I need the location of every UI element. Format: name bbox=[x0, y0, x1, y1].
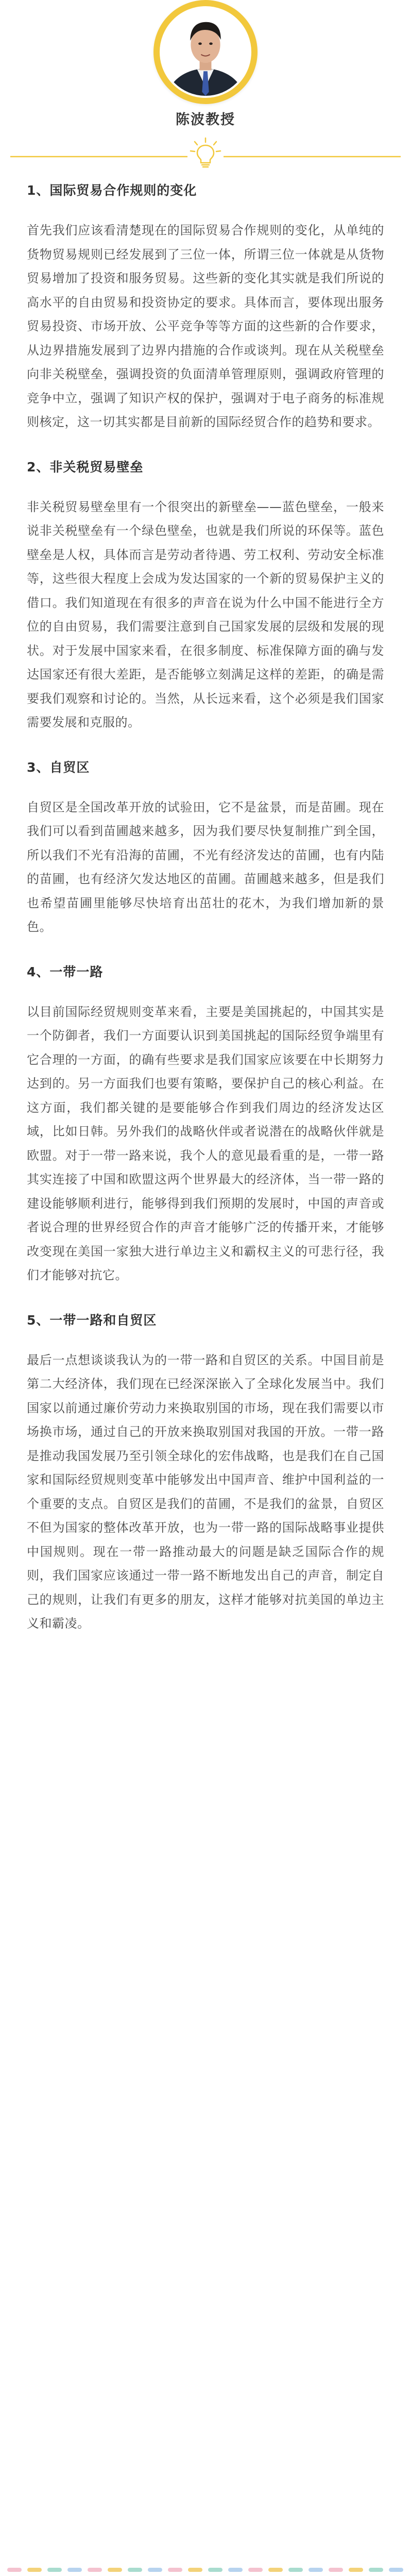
author-name: 陈波教授 bbox=[176, 112, 235, 128]
footer-dash bbox=[208, 2568, 222, 2572]
footer-dash bbox=[389, 2568, 403, 2572]
footer-dash bbox=[309, 2568, 323, 2572]
footer-dash bbox=[268, 2568, 283, 2572]
footer-dash bbox=[47, 2568, 62, 2572]
footer-dash bbox=[27, 2568, 42, 2572]
footer-dash bbox=[88, 2568, 102, 2572]
avatar bbox=[153, 0, 258, 104]
footer-dash bbox=[7, 2568, 22, 2572]
section-heading: 2、非关税贸易壁垒 bbox=[27, 459, 144, 474]
section-paragraph: 首先我们应该看清楚现在的国际贸易合作规则的变化，从单纯的货物贸易规则已经发展到了三位一体，所谓三位一体就是从货物贸易增加了投资和服务贸易。这些新的变化其实就是我们所说的高水平的自由贸易和投资协定的要求。具体而言，要体现出服务贸易投资、市场开放、公平竞争等等方面的这些新的合作要求，从边界措施发展到了边界内措施的合作或谈判。现在从关税壁垒向非关税壁垒，强调投资的负面清单管理原则，强调政府管理的竞争中立，强调了知识产权的保护，强调对于电子商务的标准规则核定，这一切其实都是目前新的国际经贸合作的趋势和要求。 bbox=[27, 223, 384, 429]
lightbulb-icon bbox=[191, 138, 220, 167]
section-paragraph: 以目前国际经贸规则变革来看，主要是美国挑起的，中国其实是一个防御者，我们一方面要认识到美国挑起的国际经贸争端里有它合理的一方面，的确有些要求是我们国家应该要在中长期努力达到的。另一方面我们也要有策略，要保护自己的核心利益。在这方面，我们都关键的是要能够合作到我们周边的经济发达区域，比如日韩。另外我们的战略伙伴或者说潜在的战略伙伴就是欧盟。对于一带一路来说，我个人的意见最看重的是，一带一路其实连接了中国和欧盟这两个世界最大的经济体，当一带一路的建设能够顺利进行，能够得到我们预期的发展时，中国的声音或者说合理的世界经贸合作的声音才能够广泛的传播开来，才能够改变现在美国一家独大进行单边主义和霸权主义的可悲行径，我们才能够对抗它。 bbox=[27, 1004, 384, 1282]
footer-dash bbox=[329, 2568, 343, 2572]
section-2 bbox=[27, 457, 384, 735]
footer-dash bbox=[228, 2568, 243, 2572]
footer-dash bbox=[128, 2568, 142, 2572]
footer-dash bbox=[108, 2568, 122, 2572]
footer-dash bbox=[349, 2568, 363, 2572]
section-paragraph: 最后一点想谈谈我认为的一带一路和自贸区的关系。中国目前是第二大经济体，我们现在已经深深嵌入了全球化发展当中。我们国家以前通过廉价劳动力来换取别国的市场，现在我们需要以市场换市场，通过自己的开放来换取别国对我国的开放。一带一路是推动我国发展乃至引领全球化的宏伟战略，也是我们在自己国家和国际经贸规则变革中能够发出中国声音、维护中国利益的一个重要的支点。自贸区是我们的苗圃，不是我们的盆景，自贸区不但为国家的整体改革开放，也为一带一路的国际战略事业提供中国规则。现在一带一路推动最大的问题是缺乏国际合作的规则，我们国家应该通过一带一路不断地发出自己的声音，制定自己的规则，让我们有更多的朋友，这样才能够对抗美国的单边主义和霸凌。 bbox=[27, 1352, 384, 1631]
footer-dash bbox=[168, 2568, 182, 2572]
section-heading: 1、国际贸易合作规则的变化 bbox=[27, 183, 197, 198]
section-3 bbox=[27, 757, 384, 939]
footer-dash bbox=[369, 2568, 383, 2572]
article-body bbox=[27, 175, 384, 1658]
section-paragraph: 自贸区是全国改革开放的试验田，它不是盆景，而是苗圃。现在我们可以看到苗圃越来越多，因为我们要尽快复制推广到全国，所以我们不光有沿海的苗圃，不光有经济发达的苗圃，也有内陆的苗圃，也有经济欠发达地区的苗圃。苗圃越来越多，但是我们也希望苗圃里能够尽快培育出茁壮的花木，为我们增加新的景色。 bbox=[27, 800, 384, 934]
footer-dash bbox=[188, 2568, 202, 2572]
section-paragraph: 非关税贸易壁垒里有一个很突出的新壁垒——蓝色壁垒，一般来说非关税壁垒有一个绿色壁垒，也就是我们所说的环保等。蓝色壁垒是人权，具体而言是劳动者待遇、劳工权利、劳动安全标准等，这些很大程度上会成为发达国家的一个新的贸易保护主义的借口。我们知道现在有很多的声音在说为什么中国不能进行全方位的自由贸易，我们需要注意到自己国家发展的层级和发展的现状。对于发展中国家来看，在很多制度、标准保障方面的确与发达国家还有很大差距，是否能够立刻满足这样的差距，的确是需要我们观察和讨论的。当然，从长远来看，这个必须是我们国家需要发展和克服的。 bbox=[27, 499, 384, 730]
section-1 bbox=[27, 180, 384, 434]
section-heading: 5、一带一路和自贸区 bbox=[27, 1312, 157, 1328]
section-5 bbox=[27, 1310, 384, 1636]
section-heading: 3、自贸区 bbox=[27, 759, 90, 775]
section-4 bbox=[27, 962, 384, 1287]
footer-dash bbox=[148, 2568, 162, 2572]
footer-dash bbox=[288, 2568, 303, 2572]
footer-decoration bbox=[0, 2565, 411, 2576]
section-heading: 4、一带一路 bbox=[27, 964, 104, 979]
section-divider bbox=[0, 135, 411, 171]
portrait-photo bbox=[160, 6, 251, 98]
footer-dash bbox=[67, 2568, 82, 2572]
footer-dash bbox=[248, 2568, 263, 2572]
